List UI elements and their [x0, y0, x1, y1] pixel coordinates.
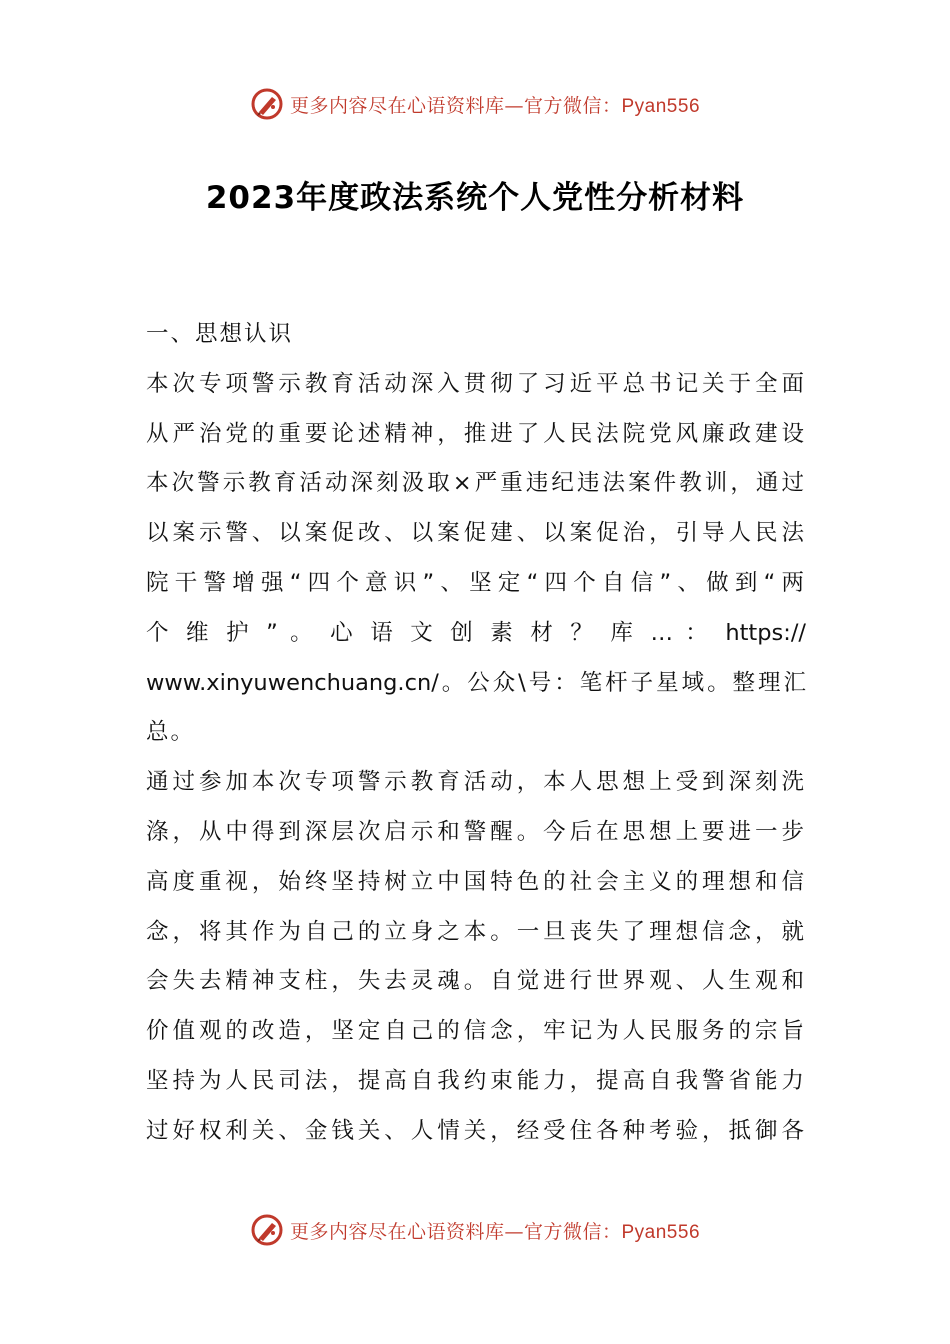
paragraph-line: 会失去精神支柱，失去灵魂。自觉进行世界观、人生观和	[146, 968, 806, 995]
paragraph-line: 个 维 护 ” 。 心 语 文 创 素 材 ？ 库 … ： https://	[146, 619, 806, 646]
watermark-text: 更多内容尽在心语资料库—官方微信：Pyan556	[289, 1220, 701, 1243]
paragraph-line: 价值观的改造，坚定自己的信念，牢记为人民服务的宗旨	[146, 1018, 806, 1045]
watermark-text: 更多内容尽在心语资料库—官方微信：Pyan556	[289, 94, 701, 117]
paragraph-line: 坚持为人民司法，提高自我约束能力，提高自我警省能力	[146, 1067, 806, 1094]
paragraph-line: 总。	[146, 719, 196, 746]
paragraph-line: 通过参加本次专项警示教育活动，本人思想上受到深刻洗	[146, 769, 806, 796]
paragraph-line: www.xinyuwenchuang.cn/。公众\号：笔杆子星域。整理汇	[146, 669, 806, 696]
paragraph-line: 本次专项警示教育活动深入贯彻了习近平总书记关于全面	[146, 370, 806, 397]
document-title: 2023年度政法系统个人党性分析材料	[205, 180, 745, 216]
paragraph-line: 高度重视，始终坚持树立中国特色的社会主义的理想和信	[146, 868, 806, 895]
paragraph-line: 念，将其作为自己的立身之本。一旦丧失了理想信念，就	[146, 918, 806, 945]
section-heading: 一、思想认识	[146, 321, 294, 347]
paragraph-line: 院干警增强“四个意识”、坚定“四个自信”、做到“两	[146, 569, 806, 596]
pen-logo-icon	[250, 87, 284, 121]
watermark-handle: Pyan556	[621, 1221, 701, 1243]
watermark-handle: Pyan556	[621, 95, 701, 117]
paragraph-line: 以案示警、以案促改、以案促建、以案促治，引导人民法	[146, 520, 806, 547]
paragraph-line: 涤，从中得到深层次启示和警醒。今后在思想上要进一步	[146, 818, 806, 845]
paragraph-line: 从严治党的重要论述精神，推进了人民法院党风廉政建设	[146, 420, 806, 447]
header-watermark	[0, 84, 950, 124]
footer-watermark	[0, 1210, 950, 1250]
paragraph-line: 过好权利关、金钱关、人情关，经受住各种考验，抵御各	[146, 1117, 806, 1144]
paragraph-line: 本次警示教育活动深刻汲取×严重违纪违法案件教训，通过	[146, 470, 806, 497]
pen-logo-icon	[250, 1213, 284, 1247]
document-body	[146, 310, 806, 1157]
